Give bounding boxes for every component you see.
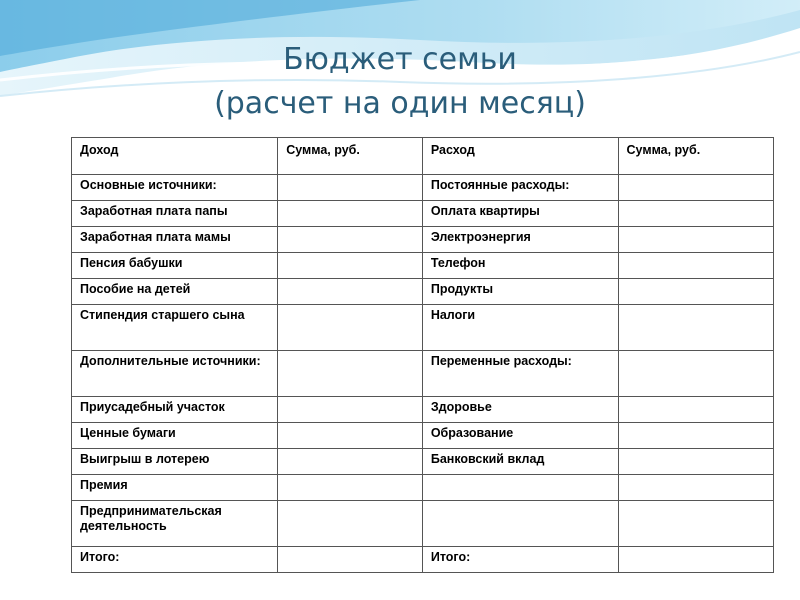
table-row (72, 397, 774, 423)
income-sum-cell (278, 397, 423, 423)
expense-sum-cell (618, 305, 773, 351)
expense-cell: Здоровье (422, 397, 618, 423)
table-row (72, 351, 774, 397)
expense-cell: Телефон (422, 253, 618, 279)
header-expense: Расход (422, 138, 618, 175)
table-row (72, 175, 774, 201)
income-cell: Заработная плата мамы (72, 227, 278, 253)
income-cell: Ценные бумаги (72, 423, 278, 449)
income-total-label: Итого: (72, 547, 278, 573)
header-expense-sum: Сумма, руб. (618, 138, 773, 175)
expense-cell: Переменные расходы: (422, 351, 618, 397)
header-income: Доход (72, 138, 278, 175)
income-sum-cell (278, 305, 423, 351)
income-sum-cell (278, 279, 423, 305)
income-sum-cell (278, 501, 423, 547)
income-cell: Стипендия старшего сына (72, 305, 278, 351)
expense-cell: Банковский вклад (422, 449, 618, 475)
title-line-2: (расчет на один месяц) (214, 86, 586, 121)
total-row (72, 547, 774, 573)
income-sum-cell (278, 423, 423, 449)
table-row (72, 279, 774, 305)
header-income-sum: Сумма, руб. (278, 138, 423, 175)
income-cell: Премия (72, 475, 278, 501)
income-cell: Дополнительные источники: (72, 351, 278, 397)
expense-sum-cell (618, 201, 773, 227)
expense-sum-cell (618, 175, 773, 201)
title-line-1: Бюджет семьи (283, 42, 517, 77)
expense-sum-cell (618, 423, 773, 449)
income-sum-cell (278, 351, 423, 397)
income-cell: Пособие на детей (72, 279, 278, 305)
expense-cell: Налоги (422, 305, 618, 351)
expense-total-label: Итого: (422, 547, 618, 573)
expense-sum-cell (618, 279, 773, 305)
table-row (72, 501, 774, 547)
expense-sum-cell (618, 351, 773, 397)
table-row (72, 305, 774, 351)
income-cell: Предпринимательская деятельность (72, 501, 278, 547)
expense-cell: Оплата квартиры (422, 201, 618, 227)
income-cell: Заработная плата папы (72, 201, 278, 227)
expense-sum-cell (618, 397, 773, 423)
income-sum-cell (278, 201, 423, 227)
income-cell: Приусадебный участок (72, 397, 278, 423)
slide-title (0, 38, 800, 126)
expense-sum-cell (618, 449, 773, 475)
expense-sum-cell (618, 501, 773, 547)
table-row (72, 475, 774, 501)
table-row (72, 423, 774, 449)
expense-cell (422, 475, 618, 501)
income-sum-cell (278, 449, 423, 475)
income-sum-cell (278, 475, 423, 501)
expense-cell: Образование (422, 423, 618, 449)
income-total-sum (278, 547, 423, 573)
expense-cell: Постоянные расходы: (422, 175, 618, 201)
table-row (72, 227, 774, 253)
expense-sum-cell (618, 227, 773, 253)
budget-table (71, 137, 774, 573)
income-cell: Основные источники: (72, 175, 278, 201)
expense-sum-cell (618, 253, 773, 279)
expense-cell: Продукты (422, 279, 618, 305)
expense-total-sum (618, 547, 773, 573)
income-sum-cell (278, 175, 423, 201)
header-row (72, 138, 774, 175)
expense-cell: Электроэнергия (422, 227, 618, 253)
income-sum-cell (278, 227, 423, 253)
table-row (72, 449, 774, 475)
table-row (72, 253, 774, 279)
income-sum-cell (278, 253, 423, 279)
expense-cell (422, 501, 618, 547)
expense-sum-cell (618, 475, 773, 501)
table-row (72, 201, 774, 227)
income-cell: Выигрыш в лотерею (72, 449, 278, 475)
income-cell: Пенсия бабушки (72, 253, 278, 279)
